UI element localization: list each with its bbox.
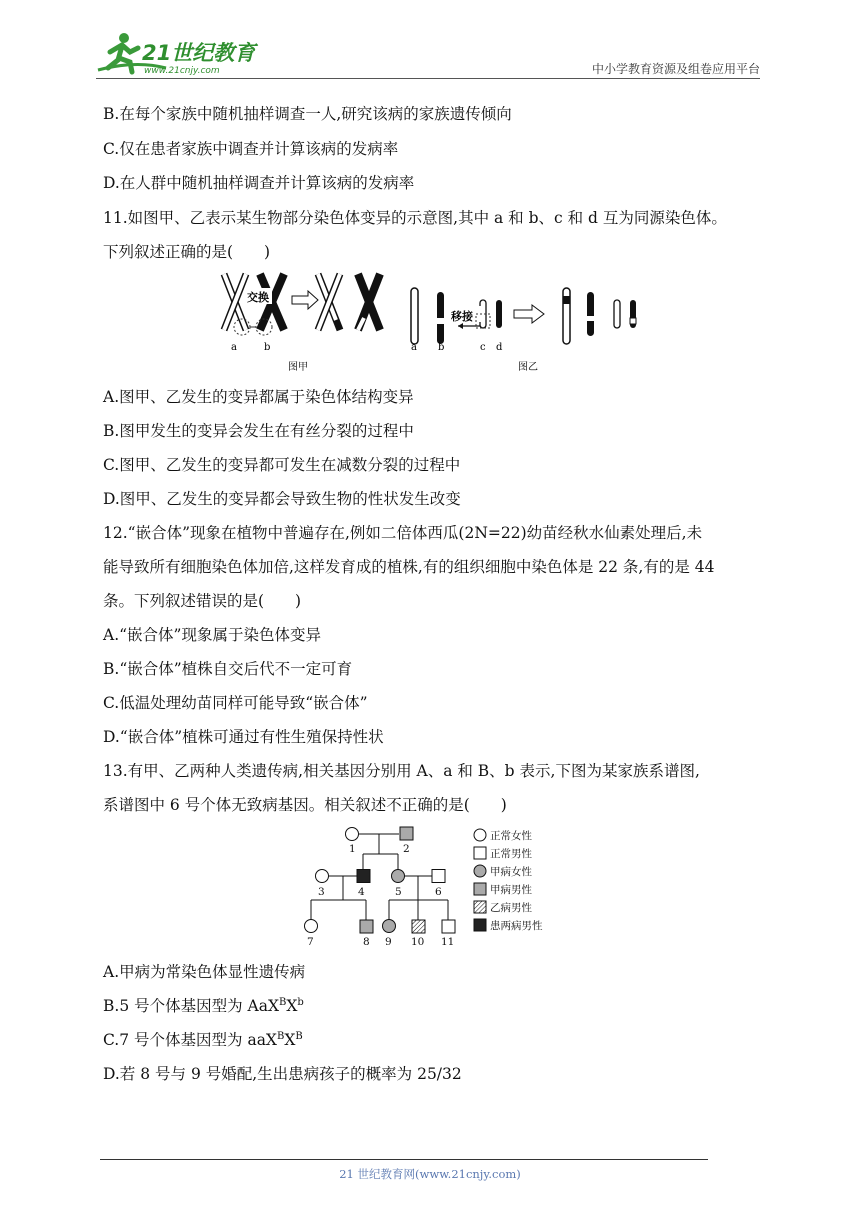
chromosome-a-after <box>318 274 340 330</box>
legend-jia-male-icon <box>474 883 486 895</box>
q13-option-b-sup2: b <box>297 996 304 1008</box>
number-3: 3 <box>318 886 325 898</box>
q13-stem-line1: 13.有甲、乙两种人类遗传病,相关基因分别用 A、a 和 B、b 表示,下图为某家族系谱图, <box>103 762 700 780</box>
q10-option-d: D.在人群中随机抽样调查并计算该病的发病率 <box>103 174 415 192</box>
chromosome-variation-figure <box>218 270 648 376</box>
logo-text: 21世纪教育 <box>142 41 256 65</box>
label-c-yi: c <box>480 342 486 353</box>
q13-option-c-prefix: C.7 号个体基因型为 aaX <box>103 1031 277 1049</box>
chromosome-a <box>224 274 246 330</box>
individual-1 <box>346 828 359 841</box>
translocation-label: 移接 <box>451 310 473 323</box>
figure-yi <box>411 288 636 373</box>
q13-option-b <box>103 996 304 1016</box>
q13-option-b-mid: X <box>286 997 298 1015</box>
number-5: 5 <box>395 886 402 898</box>
individual-8 <box>360 920 373 933</box>
individual-5 <box>392 870 405 883</box>
individual-3 <box>316 870 329 883</box>
chromosome-a-yi <box>411 288 418 344</box>
pedigree-chart <box>300 824 570 950</box>
q13-option-c-mid: X <box>284 1031 296 1049</box>
legend-jia-female-icon <box>474 865 486 877</box>
header-divider <box>96 78 760 79</box>
q10-option-c: C.仅在患者家族中调查并计算该病的发病率 <box>103 140 399 158</box>
label-d-yi: d <box>496 342 503 353</box>
q11-option-d: D.图甲、乙发生的变异都会导致生物的性状发生改变 <box>103 490 461 508</box>
number-7: 7 <box>307 936 314 948</box>
q12-stem-line2: 能导致所有细胞染色体加倍,这样发育成的植株,有的组织细胞中染色体是 22 条,有的是 44 <box>103 558 715 576</box>
page-footer[interactable]: 21 世纪教育网(www.21cnjy.com) <box>339 1167 521 1181</box>
legend-normal-female: 正常女性 <box>490 830 532 842</box>
legend-normal-male: 正常男性 <box>490 848 532 860</box>
individual-11 <box>442 920 455 933</box>
number-6: 6 <box>435 886 442 898</box>
caption-jia: 图甲 <box>288 362 308 373</box>
q13-option-b-sup1: B <box>279 996 287 1008</box>
label-b-yi: b <box>438 342 445 353</box>
q13-option-b-prefix: B.5 号个体基因型为 AaX <box>103 997 280 1015</box>
page-header <box>96 30 760 80</box>
figure-jia <box>224 274 380 373</box>
arrow-jia <box>292 291 318 309</box>
label-a-yi: a <box>411 342 417 353</box>
individual-10 <box>412 920 425 933</box>
q12-option-c: C.低温处理幼苗同样可能导致“嵌合体” <box>103 694 368 712</box>
individual-7 <box>305 920 318 933</box>
q12-option-d: D.“嵌合体”植株可通过有性生殖保持性状 <box>103 728 384 746</box>
number-4: 4 <box>358 886 365 898</box>
q13-option-c-sup1: B <box>276 1030 285 1042</box>
individual-4 <box>357 870 370 883</box>
q13-option-a: A.甲病为常染色体显性遗传病 <box>103 963 306 981</box>
caption-yi: 图乙 <box>518 362 538 373</box>
footer-divider <box>100 1159 708 1160</box>
pedigree-legend <box>474 829 543 932</box>
q13-option-c <box>103 1030 303 1050</box>
number-10: 10 <box>411 936 425 948</box>
individual-9 <box>383 920 396 933</box>
q11-stem-line1: 11.如图甲、乙表示某生物部分染色体变异的示意图,其中 a 和 b、c 和 d 互为同源染色体。 <box>103 209 727 227</box>
number-8: 8 <box>363 936 370 948</box>
individual-6 <box>432 870 445 883</box>
header-slogan: 中小学教育资源及组卷应用平台 <box>591 62 760 76</box>
label-a-jia: a <box>231 342 237 353</box>
legend-jia-male: 甲病男性 <box>490 884 532 896</box>
number-9: 9 <box>385 936 392 948</box>
q13-option-d: D.若 8 号与 9 号婚配,生出患病孩子的概率为 25/32 <box>103 1065 462 1083</box>
legend-both-male-icon <box>474 919 486 931</box>
arrow-yi <box>514 305 544 323</box>
logo-url: www.21cnjy.com <box>144 66 220 76</box>
q11-option-c: C.图甲、乙发生的变异都可发生在减数分裂的过程中 <box>103 456 461 474</box>
q13-option-c-sup2: B <box>295 1030 303 1042</box>
q12-option-b: B.“嵌合体”植株自交后代不一定可育 <box>103 660 353 678</box>
chromosome-b-after <box>358 274 380 330</box>
q11-option-b: B.图甲发生的变异会发生在有丝分裂的过程中 <box>103 422 414 440</box>
q12-option-a: A.“嵌合体”现象属于染色体变异 <box>103 626 321 644</box>
q11-stem-line2: 下列叙述正确的是( ) <box>103 243 271 261</box>
q11-option-a: A.图甲、乙发生的变异都属于染色体结构变异 <box>103 388 414 406</box>
legend-yi-male-icon <box>474 901 486 913</box>
individual-2 <box>400 827 413 840</box>
number-11: 11 <box>441 936 455 948</box>
site-logo <box>96 30 266 76</box>
number-1: 1 <box>349 843 356 855</box>
legend-yi-male: 乙病男性 <box>490 902 532 914</box>
label-b-jia: b <box>264 342 271 353</box>
legend-normal-female-icon <box>474 829 486 841</box>
q13-stem-line2: 系谱图中 6 号个体无致病基因。相关叙述不正确的是( ) <box>103 796 507 814</box>
exchange-label: 交换 <box>247 291 269 304</box>
number-2: 2 <box>403 843 410 855</box>
legend-normal-male-icon <box>474 847 486 859</box>
q10-option-b: B.在每个家族中随机抽样调查一人,研究该病的家族遗传倾向 <box>103 105 512 123</box>
chromosome-d-yi <box>496 300 502 328</box>
legend-both-male: 患两病男性 <box>490 920 543 932</box>
q12-stem-line3: 条。下列叙述错误的是( ) <box>103 592 302 610</box>
q12-stem-line1: 12.“嵌合体”现象在植物中普遍存在,例如二倍体西瓜(2N=22)幼苗经秋水仙素处理后,未 <box>103 524 703 542</box>
legend-jia-female: 甲病女性 <box>490 866 532 878</box>
